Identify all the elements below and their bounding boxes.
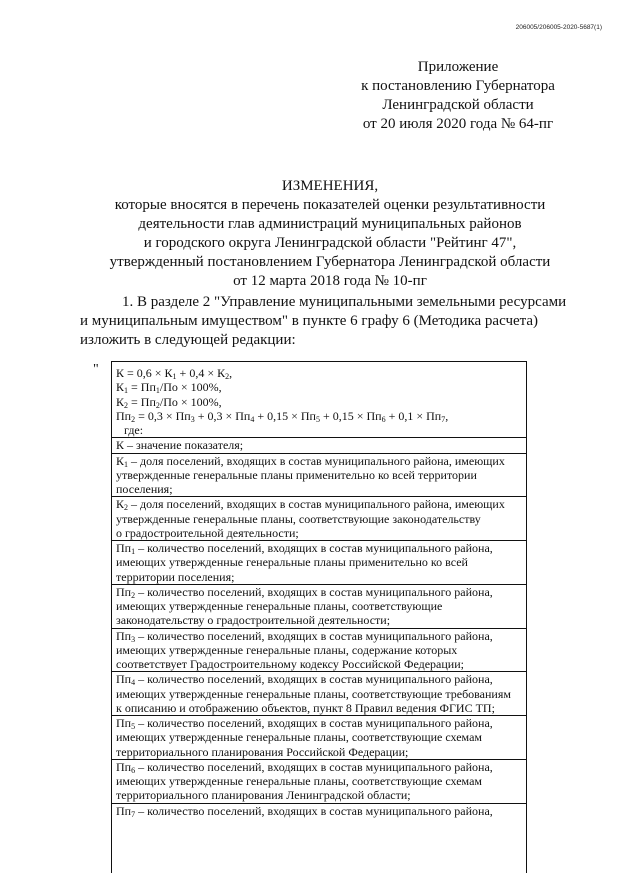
paragraph-1 [80, 293, 583, 350]
heading-line-2: деятельности глав администраций муниципальных районов [138, 216, 522, 232]
appendix-line-3: Ленинградской области [382, 97, 534, 113]
def-k2-line-1: $К_2$ – доля поселений, входящих в состав муниципального района, имеющих [116, 497, 505, 513]
paragraph-1-line-2: и муниципальным имуществом" в пункте 6 графу 6 (Методика расчета) [80, 313, 539, 329]
appendix-line-1: Приложение [417, 59, 499, 75]
formula-k: $К = 0,6 \times К_1 + 0,4 \times К_2$, [116, 366, 233, 381]
formula-k1: $К_1 = Пп_1/По \times 100\%$, [116, 380, 222, 396]
def-pp1-line-2: имеющих утвержденные генеральные планы применительно ко всей [116, 555, 468, 570]
opening-quote: " [93, 362, 99, 377]
def-k1-line-2: утвержденные генеральные планы применительно ко всей территории [116, 467, 477, 482]
def-pp4-line-2: имеющих утвержденные генеральные планы, соответствующие требованиям [116, 686, 511, 701]
def-pp1-line-1: $Пп_1$ – количество поселений, входящих в состав муниципального района, [116, 541, 493, 556]
formula-where: где: [124, 423, 144, 437]
def-pp5-line-1: $Пп_5$ – количество поселений, входящих в состав муниципального района, [116, 716, 493, 731]
def-pp3-line-3: соответствует Градостроительному кодексу Российской Федерации; [116, 657, 464, 671]
def-pp6-line-2: имеющих утвержденные генеральные планы, соответствующие схемам [116, 774, 482, 788]
paragraph-1-line-3: изложить в следующей редакции: [80, 332, 296, 348]
document-id: 206005/206005-2020-5687(1) [515, 24, 602, 31]
def-pp2-line-1: $Пп_2$ – количество поселений, входящих в состав муниципального района, [116, 584, 493, 600]
formula-pp2: $Пп_2 = 0,3 \times Пп_3 + 0,3 \times Пп_4 + 0,15 \times Пп_5 + 0,15 \times Пп_6 + 0,1 \times Пп_7$, [116, 408, 449, 424]
def-pp6-line-1: $Пп_6$ – количество поселений, входящих в состав муниципального района, [116, 759, 493, 775]
def-k-line-1: К – значение показателя; [116, 438, 244, 453]
def-pp5-line-2: имеющих утвержденные генеральные планы, соответствующие схемам [116, 730, 482, 745]
heading-line-1: которые вносятся в перечень показателей оценки результативности [114, 197, 546, 213]
formula-k2: $К_2 = Пп_2/По \times 100\%$, [116, 394, 222, 410]
appendix-line-4: от 20 июля 2020 года № 64-пг [362, 116, 554, 132]
paragraph-1-line-1: 1. В разделе 2 "Управление муниципальными земельными ресурсами [122, 294, 567, 310]
heading-title: ИЗМЕНЕНИЯ, [281, 178, 379, 194]
def-pp5-line-3: территориального планирования Российской Федерации; [116, 744, 409, 759]
def-pp2-line-2: имеющих утвержденные генеральные планы, соответствующие [116, 599, 443, 613]
def-pp6-line-3: территориального планирования Ленинградской области; [116, 788, 411, 803]
document-heading [80, 177, 580, 291]
appendix-line-2: к постановлению Губернатора [361, 78, 555, 94]
def-pp3-line-1: $Пп_3$ – количество поселений, входящих в состав муниципального района, [116, 628, 493, 644]
def-k2-line-2: утвержденные генеральные планы, соответствующие законодательству [116, 511, 481, 526]
def-k1-line-1: $К_1$ – доля поселений, входящих в состав муниципального района, имеющих [116, 453, 505, 469]
def-pp3-line-2: имеющих утвержденные генеральные планы, содержание которых [116, 642, 458, 657]
def-pp4-line-3: к описанию и отображению объектов, пункт 8 Правил ведения ФГИС ТП; [116, 700, 495, 715]
def-pp7-line-1: $Пп_7$ – количество поселений, входящих в состав муниципального района, [116, 803, 493, 819]
appendix-header [338, 58, 578, 134]
heading-line-3: и городского округа Ленинградской области "Рейтинг 47", [143, 235, 517, 251]
heading-line-4: утвержденный постановлением Губернатора Ленинградской области [109, 254, 551, 270]
heading-line-5: от 12 марта 2018 года № 10-пг [233, 273, 427, 289]
def-pp2-line-3: законодательству о градостроительной деятельности; [116, 613, 391, 628]
def-k1-line-3: поселения; [116, 482, 173, 496]
def-pp4-line-1: $Пп_4$ – количество поселений, входящих в состав муниципального района, [116, 672, 493, 688]
methodology-box [111, 361, 527, 873]
def-k2-line-3: о градостроительной деятельности; [116, 525, 299, 540]
def-pp1-line-3: территории поселения; [116, 569, 235, 584]
